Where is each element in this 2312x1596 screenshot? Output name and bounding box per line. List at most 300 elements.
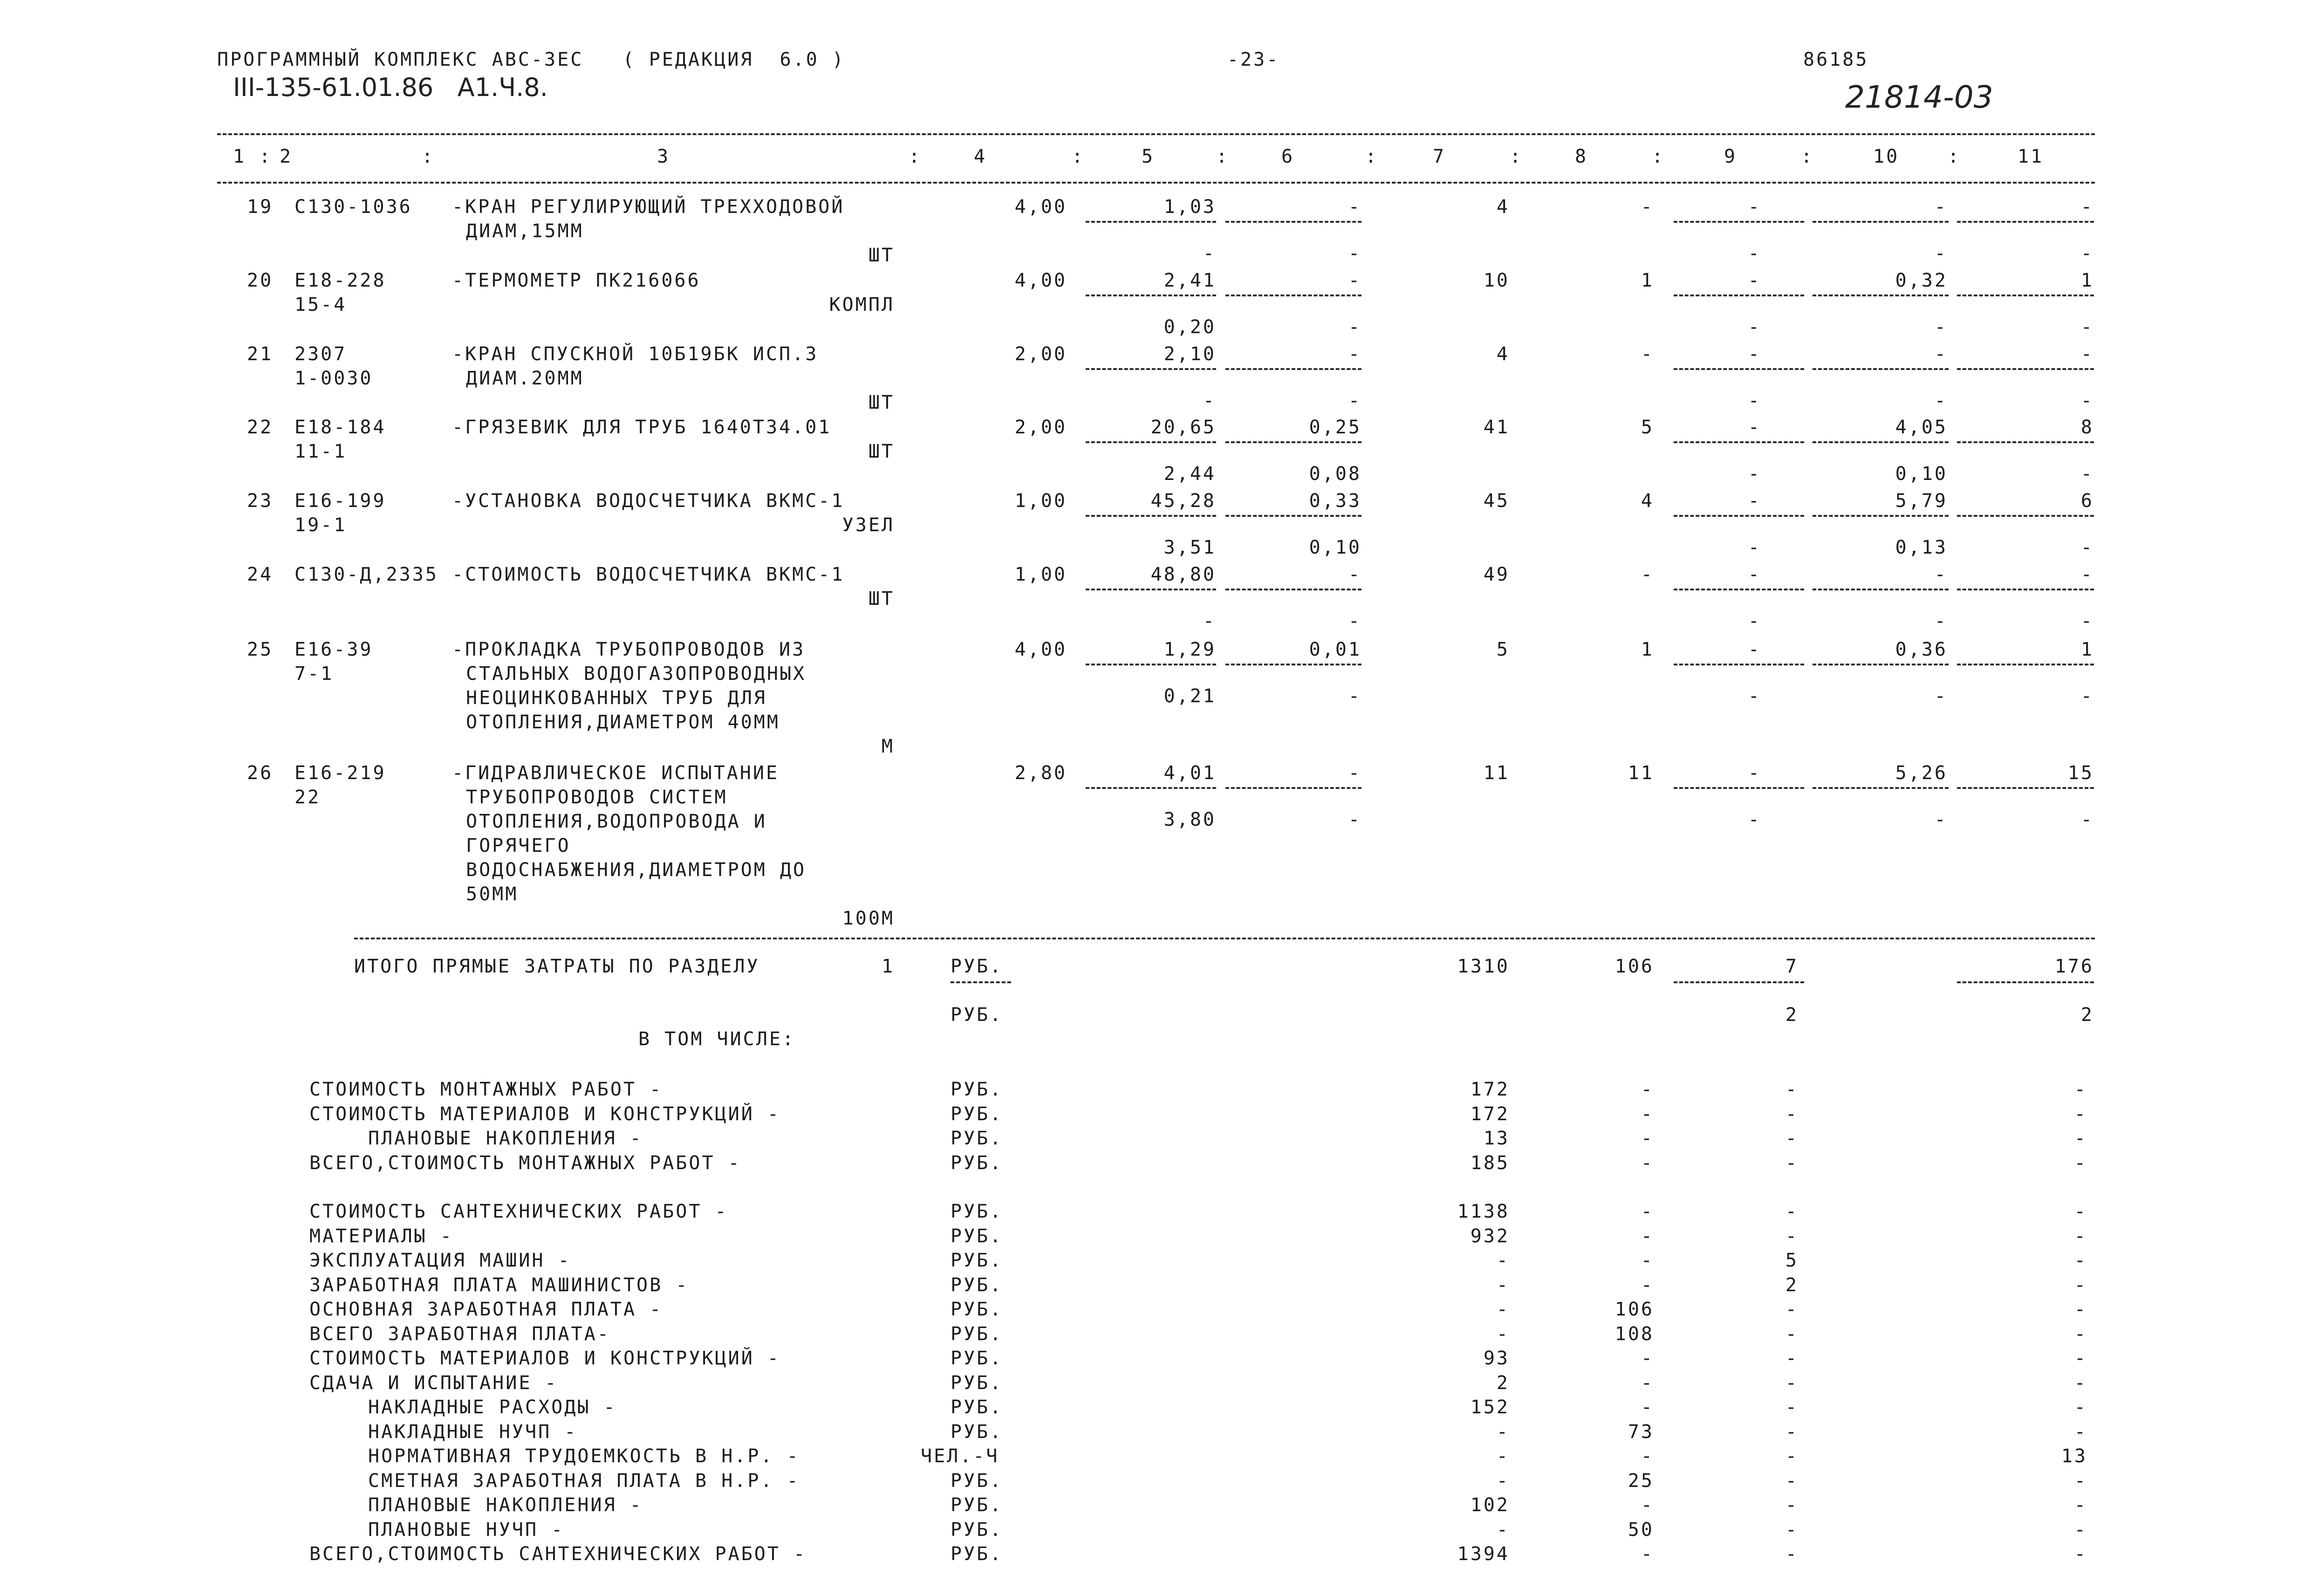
page-number: -23- — [1227, 49, 1280, 70]
column-header-cell: 9 — [1724, 146, 1737, 167]
including-heading: В ТОМ ЧИСЛЕ: — [638, 1028, 795, 1050]
row-machine-total: - — [1748, 564, 1761, 585]
total-section-number: 1 — [882, 956, 895, 977]
summary-cost: 185 — [1470, 1152, 1510, 1174]
row-machinist-wage-total: - — [1748, 390, 1761, 411]
summary-machine: - — [1785, 1348, 1799, 1369]
summary-label: СТОИМОСТЬ МАТЕРИАЛОВ И КОНСТРУКЦИЙ - — [309, 1103, 780, 1125]
row-unit-cost: 48,80 — [1150, 564, 1216, 585]
summary-unit: РУБ. — [951, 1201, 1003, 1222]
row-unit: ШТ — [868, 588, 895, 610]
row-description: ГОРЯЧЕГО — [466, 835, 571, 856]
row-description: ДИАМ,15ММ — [466, 220, 584, 242]
summary-label: ПЛАНОВЫЕ НУЧП - — [368, 1519, 565, 1541]
dashed-separator — [1957, 515, 2094, 517]
dashed-separator — [1957, 664, 2094, 665]
column-header-cell: 5 — [1142, 146, 1155, 167]
row-labor: 0,32 — [1895, 270, 1948, 291]
summary-labor: - — [2074, 1519, 2087, 1541]
row-unit-cost: 4,01 — [1163, 762, 1216, 784]
summary-machine: - — [1785, 1079, 1799, 1100]
summary-labor: - — [2074, 1323, 2087, 1345]
summary-wage: 50 — [1628, 1519, 1654, 1541]
dashed-separator — [1086, 441, 1216, 443]
summary-cost: - — [1496, 1445, 1510, 1467]
row-unit-wage: 0,21 — [1163, 685, 1216, 707]
row-machinist-wage-total: - — [1748, 463, 1761, 485]
row-description: -ГИДРАВЛИЧЕСКОЕ ИСПЫТАНИЕ — [452, 762, 780, 784]
summary-unit: РУБ. — [951, 1128, 1003, 1149]
row-description: -СТОИМОСТЬ ВОДОСЧЕТЧИКА ВКМС-1 — [452, 564, 845, 585]
summary-cost: - — [1496, 1299, 1510, 1320]
row-labor-total: 1 — [2080, 639, 2094, 660]
row-machine-labor-total: - — [2080, 463, 2094, 485]
row-machine-labor: - — [1934, 243, 1948, 264]
row-machine-total: - — [1748, 417, 1761, 438]
row-labor-total: - — [2080, 196, 2094, 218]
column-header-cell: : — [1072, 146, 1085, 167]
summary-label: ЗАРАБОТНАЯ ПЛАТА МАШИНИСТОВ - — [309, 1274, 689, 1296]
row-unit-wage: - — [1203, 243, 1216, 264]
column-header-cell: 6 — [1281, 146, 1295, 167]
row-code: С130-Д,2335 — [294, 564, 438, 585]
dashed-separator — [1225, 221, 1361, 223]
summary-wage: - — [1641, 1152, 1654, 1174]
summary-machine: 2 — [1785, 1274, 1799, 1296]
summary-machine: - — [1785, 1470, 1799, 1492]
row-unit-machinist-wage: 0,08 — [1309, 463, 1361, 485]
dashed-separator — [1813, 295, 1949, 296]
dashed-separator — [1225, 368, 1361, 370]
row-quantity: 4,00 — [1014, 639, 1067, 660]
row-unit-wage: 0,20 — [1163, 316, 1216, 338]
column-header-cell: 4 — [974, 146, 987, 167]
summary-unit: РУБ. — [951, 1372, 1003, 1394]
row-description: -ПРОКЛАДКА ТРУБОПРОВОДОВ ИЗ — [452, 639, 806, 660]
dashed-separator — [1813, 664, 1949, 665]
summary-label: ПЛАНОВЫЕ НАКОПЛЕНИЯ - — [368, 1494, 643, 1516]
summary-unit: РУБ. — [951, 1348, 1003, 1369]
summary-unit: РУБ. — [951, 1421, 1003, 1443]
row-unit-cost: 45,28 — [1150, 490, 1216, 512]
column-header-cell: : — [1510, 146, 1523, 167]
row-labor-total: 1 — [2080, 270, 2094, 291]
summary-unit: РУБ. — [951, 1397, 1003, 1418]
summary-label: НАКЛАДНЫЕ НУЧП - — [368, 1421, 578, 1443]
summary-labor: - — [2074, 1079, 2087, 1100]
dashed-separator — [1225, 295, 1361, 296]
summary-wage: 73 — [1628, 1421, 1654, 1443]
row-code-secondary: 19-1 — [294, 514, 347, 536]
row-code-secondary: 7-1 — [294, 663, 334, 685]
row-quantity: 2,00 — [1014, 417, 1067, 438]
dashed-separator — [1674, 664, 1804, 665]
row-total-cost: 49 — [1483, 564, 1510, 585]
row-labor: - — [1934, 564, 1948, 585]
column-header-cell: 1 : — [233, 146, 273, 167]
row-code: Е16-39 — [294, 639, 373, 660]
row-description: -УСТАНОВКА ВОДОСЧЕТЧИКА ВКМС-1 — [452, 490, 845, 512]
row-unit-wage: 2,44 — [1163, 463, 1216, 485]
row-unit: ШТ — [868, 441, 895, 462]
summary-cost: - — [1496, 1470, 1510, 1492]
totals-rule — [354, 938, 2095, 939]
row-code-secondary: 11-1 — [294, 441, 347, 462]
row-quantity: 2,80 — [1014, 762, 1067, 784]
row-unit-machine: - — [1348, 343, 1361, 365]
row-machine-labor-total: - — [2080, 809, 2094, 830]
row-unit-machine: - — [1348, 564, 1361, 585]
summary-wage: - — [1641, 1225, 1654, 1247]
row-unit: ШТ — [868, 245, 895, 266]
row-description: -ГРЯЗЕВИК ДЛЯ ТРУБ 1640Т34.01 — [452, 417, 832, 438]
row-code-secondary: 1-0030 — [294, 368, 373, 389]
summary-unit: ЧЕЛ.-Ч — [921, 1445, 999, 1467]
summary-cost: - — [1496, 1519, 1510, 1541]
summary-wage: 108 — [1614, 1323, 1654, 1345]
summary-machine: - — [1785, 1152, 1799, 1174]
row-machine-total: - — [1748, 639, 1761, 660]
row-total-wage: - — [1641, 343, 1654, 365]
dashed-separator — [1225, 441, 1361, 443]
summary-labor: 13 — [2061, 1445, 2087, 1467]
row-unit-wage: - — [1203, 610, 1216, 632]
summary-machine: - — [1785, 1397, 1799, 1418]
total-labor: 176 — [2054, 956, 2094, 977]
dashed-separator — [1813, 368, 1949, 370]
row-quantity: 4,00 — [1014, 270, 1067, 291]
summary-unit: РУБ. — [951, 1152, 1003, 1174]
summary-unit: РУБ. — [951, 1103, 1003, 1125]
dashed-separator — [1674, 515, 1804, 517]
column-header-cell: : — [1652, 146, 1665, 167]
row-total-wage: - — [1641, 564, 1654, 585]
row-machinist-wage-total: - — [1748, 809, 1761, 830]
row-total-cost: 4 — [1496, 196, 1510, 218]
column-header-cell: 7 — [1433, 146, 1446, 167]
dashed-separator — [1225, 589, 1361, 590]
row-unit-machinist-wage: - — [1348, 243, 1361, 264]
summary-machine: - — [1785, 1201, 1799, 1222]
summary-cost: - — [1496, 1323, 1510, 1345]
summary-wage: - — [1641, 1274, 1654, 1296]
row-unit: УЗЕЛ — [842, 514, 895, 536]
row-unit-machinist-wage: - — [1348, 610, 1361, 632]
summary-unit: РУБ. — [951, 1299, 1003, 1320]
row-labor: - — [1934, 343, 1948, 365]
row-code-secondary: 22 — [294, 787, 321, 808]
column-header-cell: : — [909, 146, 922, 167]
summary-machine: - — [1785, 1323, 1799, 1345]
summary-unit: РУБ. — [951, 1543, 1003, 1565]
row-unit-machine: - — [1348, 270, 1361, 291]
row-code: Е16-219 — [294, 762, 386, 784]
row-unit-cost: 20,65 — [1150, 417, 1216, 438]
summary-label: ВСЕГО,СТОИМОСТЬ САНТЕХНИЧЕСКИХ РАБОТ - — [309, 1543, 807, 1565]
column-header-cell: 3 — [657, 146, 670, 167]
dashed-separator — [1813, 441, 1949, 443]
row-labor-total: - — [2080, 343, 2094, 365]
summary-cost: 102 — [1470, 1494, 1510, 1516]
row-labor: - — [1934, 196, 1948, 218]
row-quantity: 1,00 — [1014, 564, 1067, 585]
row-machine-labor-total: - — [2080, 243, 2094, 264]
dashed-separator — [1086, 368, 1216, 370]
row-machinist-wage-total: - — [1748, 243, 1761, 264]
dashed-separator — [1225, 515, 1361, 517]
column-header-cell: : — [1801, 146, 1814, 167]
row-code: С130-1036 — [294, 196, 412, 218]
row-unit-wage: 3,80 — [1163, 809, 1216, 830]
row-total-wage: 4 — [1641, 490, 1654, 512]
row-code: Е16-199 — [294, 490, 386, 512]
row-unit-machinist-wage: - — [1348, 685, 1361, 707]
total-machine: 7 — [1785, 956, 1799, 977]
summary-cost: 932 — [1470, 1225, 1510, 1247]
summary-machine: 5 — [1785, 1250, 1799, 1271]
dashed-separator — [1674, 589, 1804, 590]
summary-unit: РУБ. — [951, 1323, 1003, 1345]
row-unit-wage: 3,51 — [1163, 537, 1216, 558]
header-rule-top — [217, 133, 2095, 135]
summary-machine: - — [1785, 1519, 1799, 1541]
summary-machine: - — [1785, 1543, 1799, 1565]
column-header-cell: : — [1948, 146, 1961, 167]
row-machine-total: - — [1748, 762, 1761, 784]
row-description: ОТОПЛЕНИЯ,ДИАМЕТРОМ 40ММ — [466, 712, 780, 733]
column-header-cell: : — [1216, 146, 1230, 167]
row-unit-machine: 0,33 — [1309, 490, 1361, 512]
row-machine-labor: - — [1934, 685, 1948, 707]
dashed-separator — [1086, 664, 1216, 665]
dashed-separator — [1813, 589, 1949, 590]
row-total-cost: 45 — [1483, 490, 1510, 512]
summary-wage: - — [1641, 1397, 1654, 1418]
row-unit: КОМПЛ — [829, 294, 895, 315]
dashed-separator — [1674, 368, 1804, 370]
summary-label: НАКЛАДНЫЕ РАСХОДЫ - — [368, 1397, 617, 1418]
row-unit-cost: 2,10 — [1163, 343, 1216, 365]
summary-labor: - — [2074, 1103, 2087, 1125]
row-total-cost: 41 — [1483, 417, 1510, 438]
row-description: 50ММ — [466, 884, 519, 905]
row-labor-total: - — [2080, 564, 2094, 585]
summary-label: СТОИМОСТЬ МОНТАЖНЫХ РАБОТ - — [309, 1079, 663, 1100]
dashed-separator — [1957, 981, 2094, 983]
row-machine-labor-total: - — [2080, 537, 2094, 558]
row-total-cost: 11 — [1483, 762, 1510, 784]
row-unit-machinist-wage: - — [1348, 316, 1361, 338]
summary-label: ВСЕГО,СТОИМОСТЬ МОНТАЖНЫХ РАБОТ - — [309, 1152, 741, 1174]
summary-wage: - — [1641, 1079, 1654, 1100]
dashed-separator — [1957, 221, 2094, 223]
row-unit-cost: 1,29 — [1163, 639, 1216, 660]
dashed-separator — [1674, 295, 1804, 296]
row-total-wage: 1 — [1641, 270, 1654, 291]
dashed-separator — [1957, 441, 2094, 443]
summary-machine: - — [1785, 1372, 1799, 1394]
summary-label: ПЛАНОВЫЕ НАКОПЛЕНИЯ - — [368, 1128, 643, 1149]
row-labor: 5,79 — [1895, 490, 1948, 512]
dashed-separator — [1086, 221, 1216, 223]
summary-label: СДАЧА И ИСПЫТАНИЕ - — [309, 1372, 558, 1394]
row-number: 26 — [247, 762, 274, 784]
summary-machine: - — [1785, 1445, 1799, 1467]
dashed-separator — [1674, 441, 1804, 443]
summary-label: СТОИМОСТЬ МАТЕРИАЛОВ И КОНСТРУКЦИЙ - — [309, 1348, 780, 1369]
row-total-cost: 4 — [1496, 343, 1510, 365]
summary-cost: - — [1496, 1250, 1510, 1271]
summary-cost: - — [1496, 1421, 1510, 1443]
row-unit-cost: 2,41 — [1163, 270, 1216, 291]
handwritten-reference: III-135-61.01.86 А1.Ч.8. — [233, 73, 548, 102]
row-machine-labor: 0,10 — [1895, 463, 1948, 485]
row-labor-total: 8 — [2080, 417, 2094, 438]
row-labor: 0,36 — [1895, 639, 1948, 660]
row-unit-machine: - — [1348, 196, 1361, 218]
dashed-separator — [1813, 787, 1949, 789]
row-unit: 100М — [842, 908, 895, 929]
dashed-separator — [1957, 589, 2094, 590]
summary-unit: РУБ. — [951, 1274, 1003, 1296]
dashed-separator — [1957, 787, 2094, 789]
dashed-separator — [1225, 787, 1361, 789]
summary-machine: - — [1785, 1225, 1799, 1247]
row-total-cost: 10 — [1483, 270, 1510, 291]
row-description: СТАЛЬНЫХ ВОДОГАЗОПРОВОДНЫХ — [466, 663, 807, 685]
summary-wage: - — [1641, 1250, 1654, 1271]
row-unit-machinist-wage: 0,10 — [1309, 537, 1361, 558]
summary-wage: - — [1641, 1543, 1654, 1565]
dashed-separator — [1957, 295, 2094, 296]
summary-cost: 172 — [1470, 1079, 1510, 1100]
summary-labor: - — [2074, 1201, 2087, 1222]
row-number: 23 — [247, 490, 274, 512]
row-number: 24 — [247, 564, 274, 585]
summary-labor: - — [2074, 1397, 2087, 1418]
total-unit-secondary: РУБ. — [951, 1004, 1003, 1026]
row-description: -КРАН СПУСКНОЙ 10Б19БК ИСП.3 — [452, 343, 819, 365]
summary-unit: РУБ. — [951, 1225, 1003, 1247]
summary-cost: - — [1496, 1274, 1510, 1296]
dashed-separator — [1225, 664, 1361, 665]
summary-labor: - — [2074, 1372, 2087, 1394]
summary-wage: - — [1641, 1372, 1654, 1394]
dashed-separator — [1813, 221, 1949, 223]
row-total-wage: - — [1641, 196, 1654, 218]
summary-machine: - — [1785, 1299, 1799, 1320]
summary-cost: 93 — [1483, 1348, 1510, 1369]
summary-cost: 1138 — [1457, 1201, 1510, 1222]
row-machine-total: - — [1748, 343, 1761, 365]
header-rule-bottom — [217, 182, 2095, 184]
row-machine-total: - — [1748, 490, 1761, 512]
row-code: 2307 — [294, 343, 347, 365]
row-number: 22 — [247, 417, 274, 438]
total-machinist-wage: 2 — [1785, 1004, 1799, 1026]
dashed-separator — [1086, 295, 1216, 296]
column-header-cell: : — [422, 146, 435, 167]
row-description: ТРУБОПРОВОДОВ СИСТЕМ — [466, 787, 728, 808]
row-description: ДИАМ.20ММ — [466, 368, 584, 389]
summary-cost: 2 — [1496, 1372, 1510, 1394]
row-machine-labor: 0,13 — [1895, 537, 1948, 558]
summary-unit: РУБ. — [951, 1079, 1003, 1100]
total-label: ИТОГО ПРЯМЫЕ ЗАТРАТЫ ПО РАЗДЕЛУ — [354, 956, 760, 977]
summary-unit: РУБ. — [951, 1519, 1003, 1541]
summary-labor: - — [2074, 1128, 2087, 1149]
program-title: ПРОГРАММНЫЙ КОМПЛЕКС АВС-3ЕС ( РЕДАКЦИЯ 6.0 ) — [217, 49, 845, 70]
row-machinist-wage-total: - — [1748, 685, 1761, 707]
row-machine-labor: - — [1934, 610, 1948, 632]
row-machine-labor-total: - — [2080, 390, 2094, 411]
row-unit-machinist-wage: - — [1348, 809, 1361, 830]
row-machine-labor-total: - — [2080, 610, 2094, 632]
row-unit-wage: - — [1203, 390, 1216, 411]
summary-cost: 152 — [1470, 1397, 1510, 1418]
summary-labor: - — [2074, 1494, 2087, 1516]
summary-labor: - — [2074, 1299, 2087, 1320]
row-unit: М — [881, 736, 895, 757]
summary-unit: РУБ. — [951, 1470, 1003, 1492]
total-machine-labor: 2 — [2080, 1004, 2094, 1026]
row-unit: ШТ — [868, 392, 895, 413]
summary-labor: - — [2074, 1250, 2087, 1271]
summary-wage: - — [1641, 1348, 1654, 1369]
summary-wage: 106 — [1614, 1299, 1654, 1320]
dashed-separator — [1086, 589, 1216, 590]
summary-label: СТОИМОСТЬ САНТЕХНИЧЕСКИХ РАБОТ - — [309, 1201, 728, 1222]
summary-labor: - — [2074, 1543, 2087, 1565]
row-machine-labor: - — [1934, 390, 1948, 411]
summary-unit: РУБ. — [951, 1494, 1003, 1516]
summary-cost: 1394 — [1457, 1543, 1510, 1565]
row-description: ОТОПЛЕНИЯ,ВОДОПРОВОДА И — [466, 811, 767, 832]
summary-wage: - — [1641, 1494, 1654, 1516]
summary-machine: - — [1785, 1494, 1799, 1516]
dashed-separator — [1674, 981, 1804, 983]
row-labor-total: 15 — [2067, 762, 2094, 784]
summary-unit: РУБ. — [951, 1250, 1003, 1271]
row-machinist-wage-total: - — [1748, 316, 1761, 338]
row-machine-labor: - — [1934, 316, 1948, 338]
column-header-cell: : — [1365, 146, 1379, 167]
row-unit-machine: 0,25 — [1309, 417, 1361, 438]
row-machine-total: - — [1748, 196, 1761, 218]
summary-labor: - — [2074, 1274, 2087, 1296]
summary-label: СМЕТНАЯ ЗАРАБОТНАЯ ПЛАТА В Н.Р. - — [368, 1470, 800, 1492]
summary-machine: - — [1785, 1103, 1799, 1125]
row-description: -КРАН РЕГУЛИРУЮЩИЙ ТРЕХХОДОВОЙ — [452, 196, 845, 218]
total-unit: РУБ. — [951, 956, 1003, 977]
summary-wage: - — [1641, 1128, 1654, 1149]
summary-cost: 172 — [1470, 1103, 1510, 1125]
row-machine-total: - — [1748, 270, 1761, 291]
dashed-separator — [1674, 787, 1804, 789]
summary-machine: - — [1785, 1421, 1799, 1443]
row-number: 20 — [247, 270, 274, 291]
summary-label: ЭКСПЛУАТАЦИЯ МАШИН - — [309, 1250, 571, 1271]
row-number: 21 — [247, 343, 274, 365]
row-labor-total: 6 — [2080, 490, 2094, 512]
row-code-secondary: 15-4 — [294, 294, 347, 315]
summary-labor: - — [2074, 1348, 2087, 1369]
dashed-separator — [1086, 787, 1216, 789]
row-labor: 4,05 — [1895, 417, 1948, 438]
row-quantity: 2,00 — [1014, 343, 1067, 365]
summary-labor: - — [2074, 1152, 2087, 1174]
row-total-wage: 11 — [1628, 762, 1654, 784]
